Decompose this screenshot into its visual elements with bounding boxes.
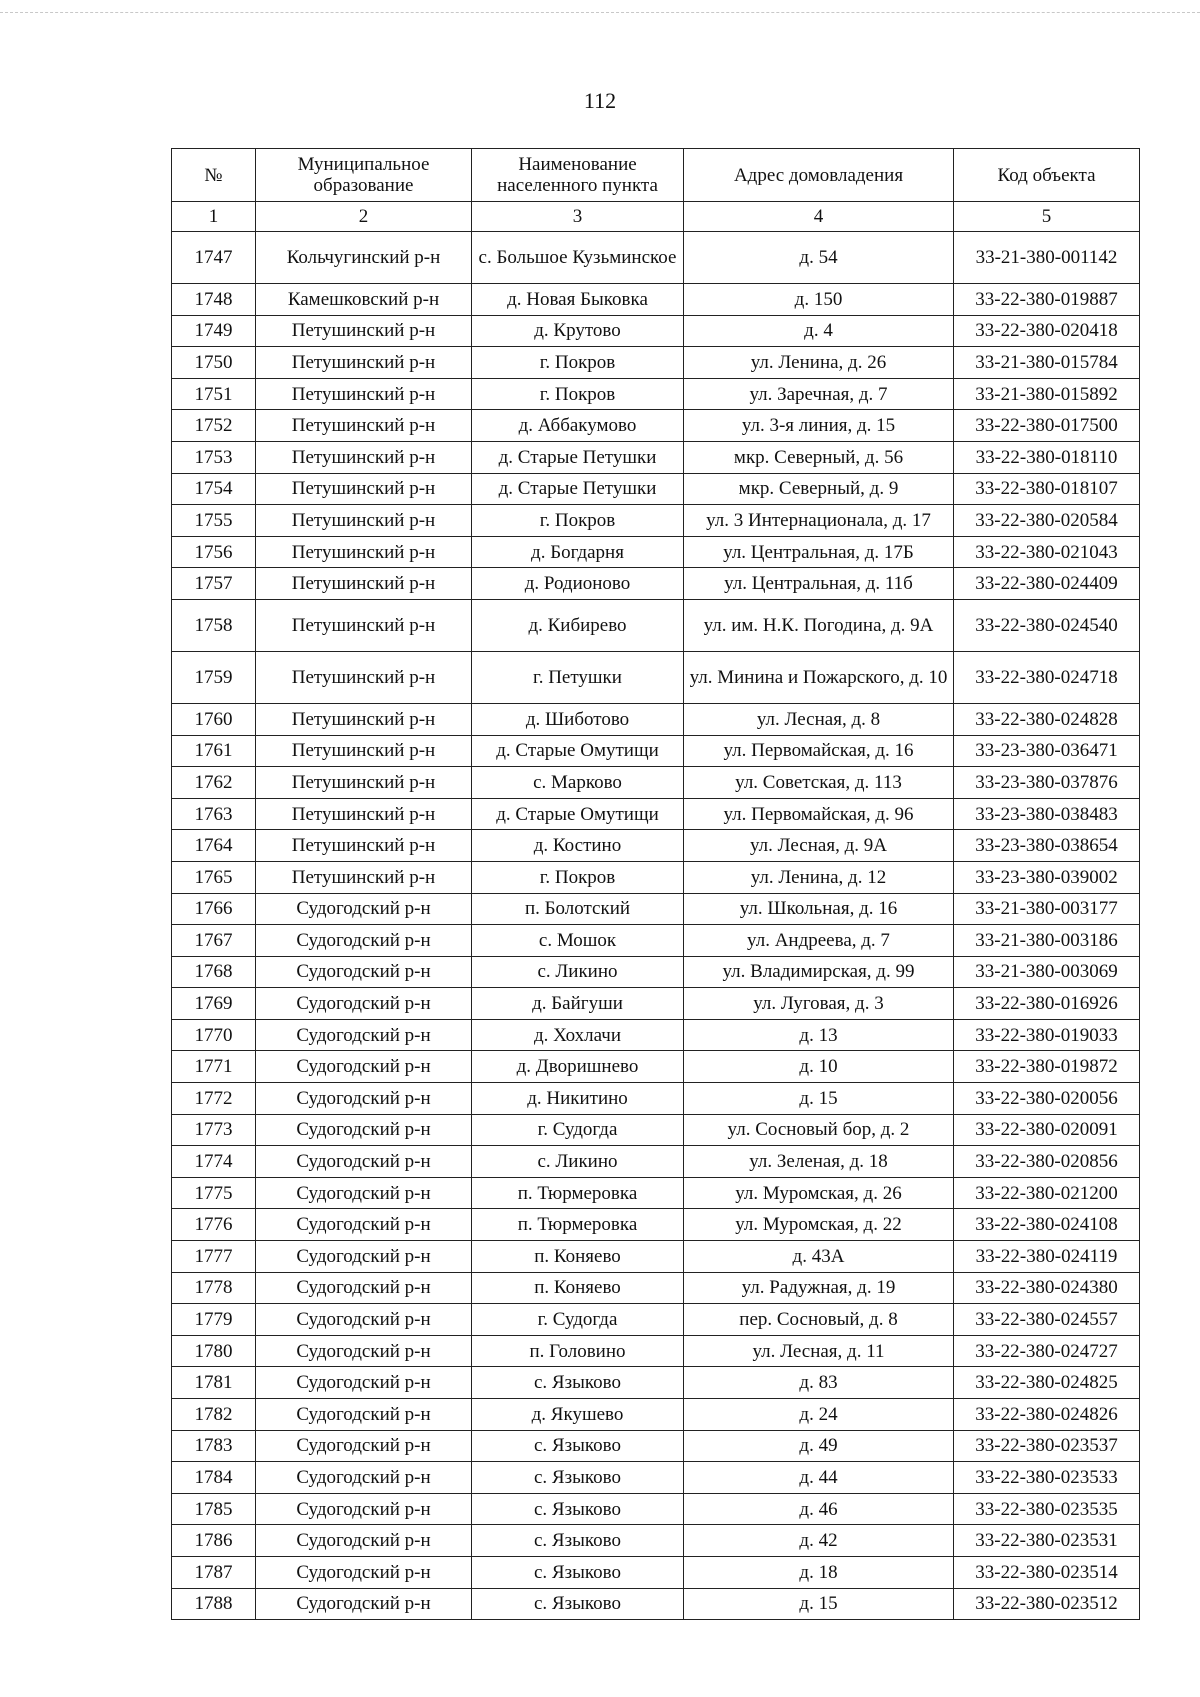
settlement-cell: д. Родионово [472, 568, 684, 600]
municipality-cell: Судогодский р-н [256, 1525, 472, 1557]
address-cell: ул. Центральная, д. 11б [684, 568, 954, 600]
address-cell: ул. Лесная, д. 11 [684, 1335, 954, 1367]
object-code-cell: 33-22-380-020091 [954, 1114, 1140, 1146]
object-code-cell: 33-22-380-018107 [954, 473, 1140, 505]
row-number-cell: 1757 [172, 568, 256, 600]
object-code-cell: 33-22-380-023535 [954, 1493, 1140, 1525]
table-row [172, 830, 1140, 862]
settlement-cell: д. Старые Петушки [472, 441, 684, 473]
row-number-cell: 1767 [172, 925, 256, 957]
address-cell: ул. Заречная, д. 7 [684, 378, 954, 410]
address-cell: ул. Школьная, д. 16 [684, 893, 954, 925]
row-number-cell: 1774 [172, 1146, 256, 1178]
settlement-cell: д. Никитино [472, 1083, 684, 1115]
address-cell: ул. Сосновый бор, д. 2 [684, 1114, 954, 1146]
row-number-cell: 1776 [172, 1209, 256, 1241]
table-row [172, 1462, 1140, 1494]
settlement-cell: д. Шиботово [472, 703, 684, 735]
table-row [172, 1241, 1140, 1273]
table-row [172, 1335, 1140, 1367]
municipality-cell: Петушинский р-н [256, 347, 472, 379]
table-row [172, 988, 1140, 1020]
settlement-cell: с. Языково [472, 1588, 684, 1620]
address-cell: ул. 3-я линия, д. 15 [684, 410, 954, 442]
municipality-cell: Петушинский р-н [256, 410, 472, 442]
settlement-cell: с. Языково [472, 1367, 684, 1399]
object-code-cell: 33-22-380-020584 [954, 505, 1140, 537]
address-cell: ул. Муромская, д. 22 [684, 1209, 954, 1241]
municipality-cell: Петушинский р-н [256, 830, 472, 862]
table-row [172, 1493, 1140, 1525]
table-row [172, 861, 1140, 893]
row-number-cell: 1786 [172, 1525, 256, 1557]
row-number-cell: 1770 [172, 1019, 256, 1051]
address-cell: ул. Зеленая, д. 18 [684, 1146, 954, 1178]
row-number-cell: 1777 [172, 1241, 256, 1273]
municipality-cell: Петушинский р-н [256, 473, 472, 505]
address-cell: ул. Муромская, д. 26 [684, 1177, 954, 1209]
municipality-cell: Судогодский р-н [256, 1019, 472, 1051]
object-code-cell: 33-22-380-024108 [954, 1209, 1140, 1241]
registry-table [171, 148, 1140, 1620]
table-row [172, 599, 1140, 651]
object-code-cell: 33-22-380-023514 [954, 1556, 1140, 1588]
object-code-cell: 33-22-380-020056 [954, 1083, 1140, 1115]
object-code-cell: 33-22-380-023537 [954, 1430, 1140, 1462]
table-row [172, 1399, 1140, 1431]
settlement-cell: д. Крутово [472, 315, 684, 347]
column-number: 2 [256, 202, 472, 232]
address-cell: д. 13 [684, 1019, 954, 1051]
municipality-cell: Судогодский р-н [256, 893, 472, 925]
address-cell: д. 46 [684, 1493, 954, 1525]
address-cell: ул. Лесная, д. 9А [684, 830, 954, 862]
object-code-cell: 33-21-380-003186 [954, 925, 1140, 957]
settlement-cell: г. Покров [472, 347, 684, 379]
municipality-cell: Судогодский р-н [256, 1146, 472, 1178]
row-number-cell: 1752 [172, 410, 256, 442]
municipality-cell: Петушинский р-н [256, 315, 472, 347]
address-cell: д. 4 [684, 315, 954, 347]
header-object-code: Код объекта [954, 149, 1140, 202]
table-row [172, 505, 1140, 537]
header-address: Адрес домовладения [684, 149, 954, 202]
address-cell: ул. Лесная, д. 8 [684, 703, 954, 735]
row-number-cell: 1754 [172, 473, 256, 505]
municipality-cell: Петушинский р-н [256, 441, 472, 473]
row-number-cell: 1773 [172, 1114, 256, 1146]
object-code-cell: 33-21-380-015892 [954, 378, 1140, 410]
address-cell: д. 15 [684, 1588, 954, 1620]
row-number-cell: 1753 [172, 441, 256, 473]
object-code-cell: 33-23-380-038483 [954, 798, 1140, 830]
table-row [172, 1525, 1140, 1557]
object-code-cell: 33-22-380-024540 [954, 599, 1140, 651]
object-code-cell: 33-22-380-016926 [954, 988, 1140, 1020]
table-row [172, 1051, 1140, 1083]
settlement-cell: г. Покров [472, 378, 684, 410]
object-code-cell: 33-22-380-019033 [954, 1019, 1140, 1051]
address-cell: ул. Андреева, д. 7 [684, 925, 954, 957]
settlement-cell: п. Болотский [472, 893, 684, 925]
row-number-cell: 1750 [172, 347, 256, 379]
table-row [172, 767, 1140, 799]
object-code-cell: 33-22-380-021043 [954, 536, 1140, 568]
settlement-cell: п. Коняево [472, 1272, 684, 1304]
settlement-cell: д. Хохлачи [472, 1019, 684, 1051]
row-number-cell: 1762 [172, 767, 256, 799]
row-number-cell: 1784 [172, 1462, 256, 1494]
municipality-cell: Петушинский р-н [256, 767, 472, 799]
municipality-cell: Судогодский р-н [256, 1399, 472, 1431]
settlement-cell: д. Богдарня [472, 536, 684, 568]
page-number: 112 [583, 88, 617, 113]
address-cell: ул. Луговая, д. 3 [684, 988, 954, 1020]
table-row [172, 925, 1140, 957]
address-cell: ул. Ленина, д. 26 [684, 347, 954, 379]
table-row [172, 1083, 1140, 1115]
table-header-row [172, 149, 1140, 202]
table-row [172, 1146, 1140, 1178]
municipality-cell: Судогодский р-н [256, 988, 472, 1020]
settlement-cell: с. Языково [472, 1556, 684, 1588]
row-number-cell: 1760 [172, 703, 256, 735]
settlement-cell: д. Дворишнево [472, 1051, 684, 1083]
row-number-cell: 1785 [172, 1493, 256, 1525]
settlement-cell: д. Новая Быковка [472, 284, 684, 316]
row-number-cell: 1783 [172, 1430, 256, 1462]
object-code-cell: 33-22-380-023531 [954, 1525, 1140, 1557]
settlement-cell: д. Аббакумово [472, 410, 684, 442]
table-row [172, 735, 1140, 767]
address-cell: д. 83 [684, 1367, 954, 1399]
object-code-cell: 33-22-380-020856 [954, 1146, 1140, 1178]
table-row [172, 1114, 1140, 1146]
column-number: 4 [684, 202, 954, 232]
object-code-cell: 33-22-380-024727 [954, 1335, 1140, 1367]
settlement-cell: д. Старые Петушки [472, 473, 684, 505]
table-row [172, 1209, 1140, 1241]
municipality-cell: Петушинский р-н [256, 505, 472, 537]
municipality-cell: Судогодский р-н [256, 1588, 472, 1620]
municipality-cell: Петушинский р-н [256, 703, 472, 735]
object-code-cell: 33-21-380-015784 [954, 347, 1140, 379]
row-number-cell: 1771 [172, 1051, 256, 1083]
settlement-cell: с. Мошок [472, 925, 684, 957]
address-cell: ул. Ленина, д. 12 [684, 861, 954, 893]
object-code-cell: 33-22-380-024826 [954, 1399, 1140, 1431]
row-number-cell: 1758 [172, 599, 256, 651]
address-cell: д. 18 [684, 1556, 954, 1588]
column-number: 3 [472, 202, 684, 232]
object-code-cell: 33-22-380-024409 [954, 568, 1140, 600]
settlement-cell: с. Языково [472, 1462, 684, 1494]
row-number-cell: 1778 [172, 1272, 256, 1304]
address-cell: ул. Минина и Пожарского, д. 10 [684, 651, 954, 703]
object-code-cell: 33-23-380-038654 [954, 830, 1140, 862]
municipality-cell: Петушинский р-н [256, 536, 472, 568]
settlement-cell: д. Кибирево [472, 599, 684, 651]
settlement-cell: п. Коняево [472, 1241, 684, 1273]
settlement-cell: д. Старые Омутищи [472, 735, 684, 767]
row-number-cell: 1761 [172, 735, 256, 767]
table-row [172, 956, 1140, 988]
settlement-cell: с. Марково [472, 767, 684, 799]
settlement-cell: д. Старые Омутищи [472, 798, 684, 830]
object-code-cell: 33-22-380-021200 [954, 1177, 1140, 1209]
table-row [172, 568, 1140, 600]
municipality-cell: Судогодский р-н [256, 1114, 472, 1146]
municipality-cell: Судогодский р-н [256, 1493, 472, 1525]
object-code-cell: 33-22-380-024380 [954, 1272, 1140, 1304]
municipality-cell: Судогодский р-н [256, 1209, 472, 1241]
municipality-cell: Судогодский р-н [256, 1335, 472, 1367]
settlement-cell: г. Судогда [472, 1304, 684, 1336]
address-cell: ул. Владимирская, д. 99 [684, 956, 954, 988]
column-number-row [172, 202, 1140, 232]
table-row [172, 1272, 1140, 1304]
table-row [172, 378, 1140, 410]
municipality-cell: Судогодский р-н [256, 1556, 472, 1588]
municipality-cell: Судогодский р-н [256, 1241, 472, 1273]
row-number-cell: 1756 [172, 536, 256, 568]
object-code-cell: 33-21-380-003069 [954, 956, 1140, 988]
municipality-cell: Судогодский р-н [256, 1051, 472, 1083]
row-number-cell: 1755 [172, 505, 256, 537]
address-cell: д. 10 [684, 1051, 954, 1083]
address-cell: д. 44 [684, 1462, 954, 1494]
table-row [172, 410, 1140, 442]
settlement-cell: д. Байгуши [472, 988, 684, 1020]
row-number-cell: 1764 [172, 830, 256, 862]
settlement-cell: с. Большое Кузьминское [472, 232, 684, 284]
settlement-cell: д. Якушево [472, 1399, 684, 1431]
settlement-cell: п. Тюрмеровка [472, 1177, 684, 1209]
object-code-cell: 33-23-380-039002 [954, 861, 1140, 893]
settlement-cell: г. Судогда [472, 1114, 684, 1146]
header-number: № [172, 149, 256, 202]
address-cell: ул. Центральная, д. 17Б [684, 536, 954, 568]
object-code-cell: 33-22-380-024718 [954, 651, 1140, 703]
municipality-cell: Петушинский р-н [256, 651, 472, 703]
municipality-cell: Петушинский р-н [256, 861, 472, 893]
table-row [172, 1556, 1140, 1588]
table-row [172, 1588, 1140, 1620]
table-row [172, 315, 1140, 347]
settlement-cell: г. Петушки [472, 651, 684, 703]
address-cell: мкр. Северный, д. 9 [684, 473, 954, 505]
address-cell: ул. Радужная, д. 19 [684, 1272, 954, 1304]
table-row [172, 1019, 1140, 1051]
object-code-cell: 33-22-380-018110 [954, 441, 1140, 473]
municipality-cell: Петушинский р-н [256, 599, 472, 651]
column-number: 5 [954, 202, 1140, 232]
table-row [172, 1177, 1140, 1209]
row-number-cell: 1769 [172, 988, 256, 1020]
table-row [172, 473, 1140, 505]
address-cell: ул. 3 Интернационала, д. 17 [684, 505, 954, 537]
object-code-cell: 33-22-380-024828 [954, 703, 1140, 735]
row-number-cell: 1775 [172, 1177, 256, 1209]
municipality-cell: Судогодский р-н [256, 1304, 472, 1336]
address-cell: д. 43А [684, 1241, 954, 1273]
municipality-cell: Судогодский р-н [256, 1462, 472, 1494]
address-cell: ул. Советская, д. 113 [684, 767, 954, 799]
column-number: 1 [172, 202, 256, 232]
row-number-cell: 1749 [172, 315, 256, 347]
municipality-cell: Судогодский р-н [256, 925, 472, 957]
settlement-cell: с. Ликино [472, 1146, 684, 1178]
settlement-cell: с. Языково [472, 1493, 684, 1525]
row-number-cell: 1782 [172, 1399, 256, 1431]
settlement-cell: г. Покров [472, 861, 684, 893]
header-settlement: Наименование населенного пункта [472, 149, 684, 202]
table-row [172, 798, 1140, 830]
municipality-cell: Кольчугинский р-н [256, 232, 472, 284]
row-number-cell: 1748 [172, 284, 256, 316]
municipality-cell: Петушинский р-н [256, 798, 472, 830]
address-cell: д. 49 [684, 1430, 954, 1462]
header-municipality: Муниципальное образование [256, 149, 472, 202]
object-code-cell: 33-22-380-024557 [954, 1304, 1140, 1336]
address-cell: ул. Первомайская, д. 16 [684, 735, 954, 767]
row-number-cell: 1763 [172, 798, 256, 830]
object-code-cell: 33-22-380-024825 [954, 1367, 1140, 1399]
settlement-cell: п. Тюрмеровка [472, 1209, 684, 1241]
table-row [172, 284, 1140, 316]
address-cell: д. 24 [684, 1399, 954, 1431]
municipality-cell: Судогодский р-н [256, 1367, 472, 1399]
object-code-cell: 33-23-380-036471 [954, 735, 1140, 767]
municipality-cell: Судогодский р-н [256, 1083, 472, 1115]
municipality-cell: Петушинский р-н [256, 568, 472, 600]
address-cell: ул. Первомайская, д. 96 [684, 798, 954, 830]
settlement-cell: п. Головино [472, 1335, 684, 1367]
row-number-cell: 1772 [172, 1083, 256, 1115]
row-number-cell: 1768 [172, 956, 256, 988]
table-body [172, 232, 1140, 1620]
table-row [172, 232, 1140, 284]
table-row [172, 441, 1140, 473]
municipality-cell: Судогодский р-н [256, 1430, 472, 1462]
row-number-cell: 1779 [172, 1304, 256, 1336]
address-cell: д. 54 [684, 232, 954, 284]
row-number-cell: 1781 [172, 1367, 256, 1399]
object-code-cell: 33-21-380-001142 [954, 232, 1140, 284]
row-number-cell: 1766 [172, 893, 256, 925]
address-cell: д. 150 [684, 284, 954, 316]
settlement-cell: д. Костино [472, 830, 684, 862]
municipality-cell: Камешковский р-н [256, 284, 472, 316]
table-row [172, 536, 1140, 568]
table-row [172, 1367, 1140, 1399]
row-number-cell: 1747 [172, 232, 256, 284]
object-code-cell: 33-22-380-020418 [954, 315, 1140, 347]
table-row [172, 1304, 1140, 1336]
settlement-cell: г. Покров [472, 505, 684, 537]
settlement-cell: с. Языково [472, 1430, 684, 1462]
municipality-cell: Петушинский р-н [256, 378, 472, 410]
object-code-cell: 33-22-380-024119 [954, 1241, 1140, 1273]
address-cell: мкр. Северный, д. 56 [684, 441, 954, 473]
object-code-cell: 33-22-380-019887 [954, 284, 1140, 316]
address-cell: ул. им. Н.К. Погодина, д. 9А [684, 599, 954, 651]
object-code-cell: 33-22-380-023533 [954, 1462, 1140, 1494]
municipality-cell: Судогодский р-н [256, 1177, 472, 1209]
address-cell: пер. Сосновый, д. 8 [684, 1304, 954, 1336]
table-row [172, 1430, 1140, 1462]
settlement-cell: с. Языково [472, 1525, 684, 1557]
scan-edge-line [0, 12, 1200, 13]
table-row [172, 347, 1140, 379]
object-code-cell: 33-21-380-003177 [954, 893, 1140, 925]
address-cell: д. 15 [684, 1083, 954, 1115]
row-number-cell: 1765 [172, 861, 256, 893]
municipality-cell: Петушинский р-н [256, 735, 472, 767]
address-cell: д. 42 [684, 1525, 954, 1557]
row-number-cell: 1780 [172, 1335, 256, 1367]
row-number-cell: 1787 [172, 1556, 256, 1588]
municipality-cell: Судогодский р-н [256, 1272, 472, 1304]
table-row [172, 893, 1140, 925]
municipality-cell: Судогодский р-н [256, 956, 472, 988]
row-number-cell: 1788 [172, 1588, 256, 1620]
settlement-cell: с. Ликино [472, 956, 684, 988]
object-code-cell: 33-22-380-023512 [954, 1588, 1140, 1620]
table-row [172, 703, 1140, 735]
row-number-cell: 1759 [172, 651, 256, 703]
table-row [172, 651, 1140, 703]
object-code-cell: 33-22-380-019872 [954, 1051, 1140, 1083]
object-code-cell: 33-22-380-017500 [954, 410, 1140, 442]
row-number-cell: 1751 [172, 378, 256, 410]
object-code-cell: 33-23-380-037876 [954, 767, 1140, 799]
